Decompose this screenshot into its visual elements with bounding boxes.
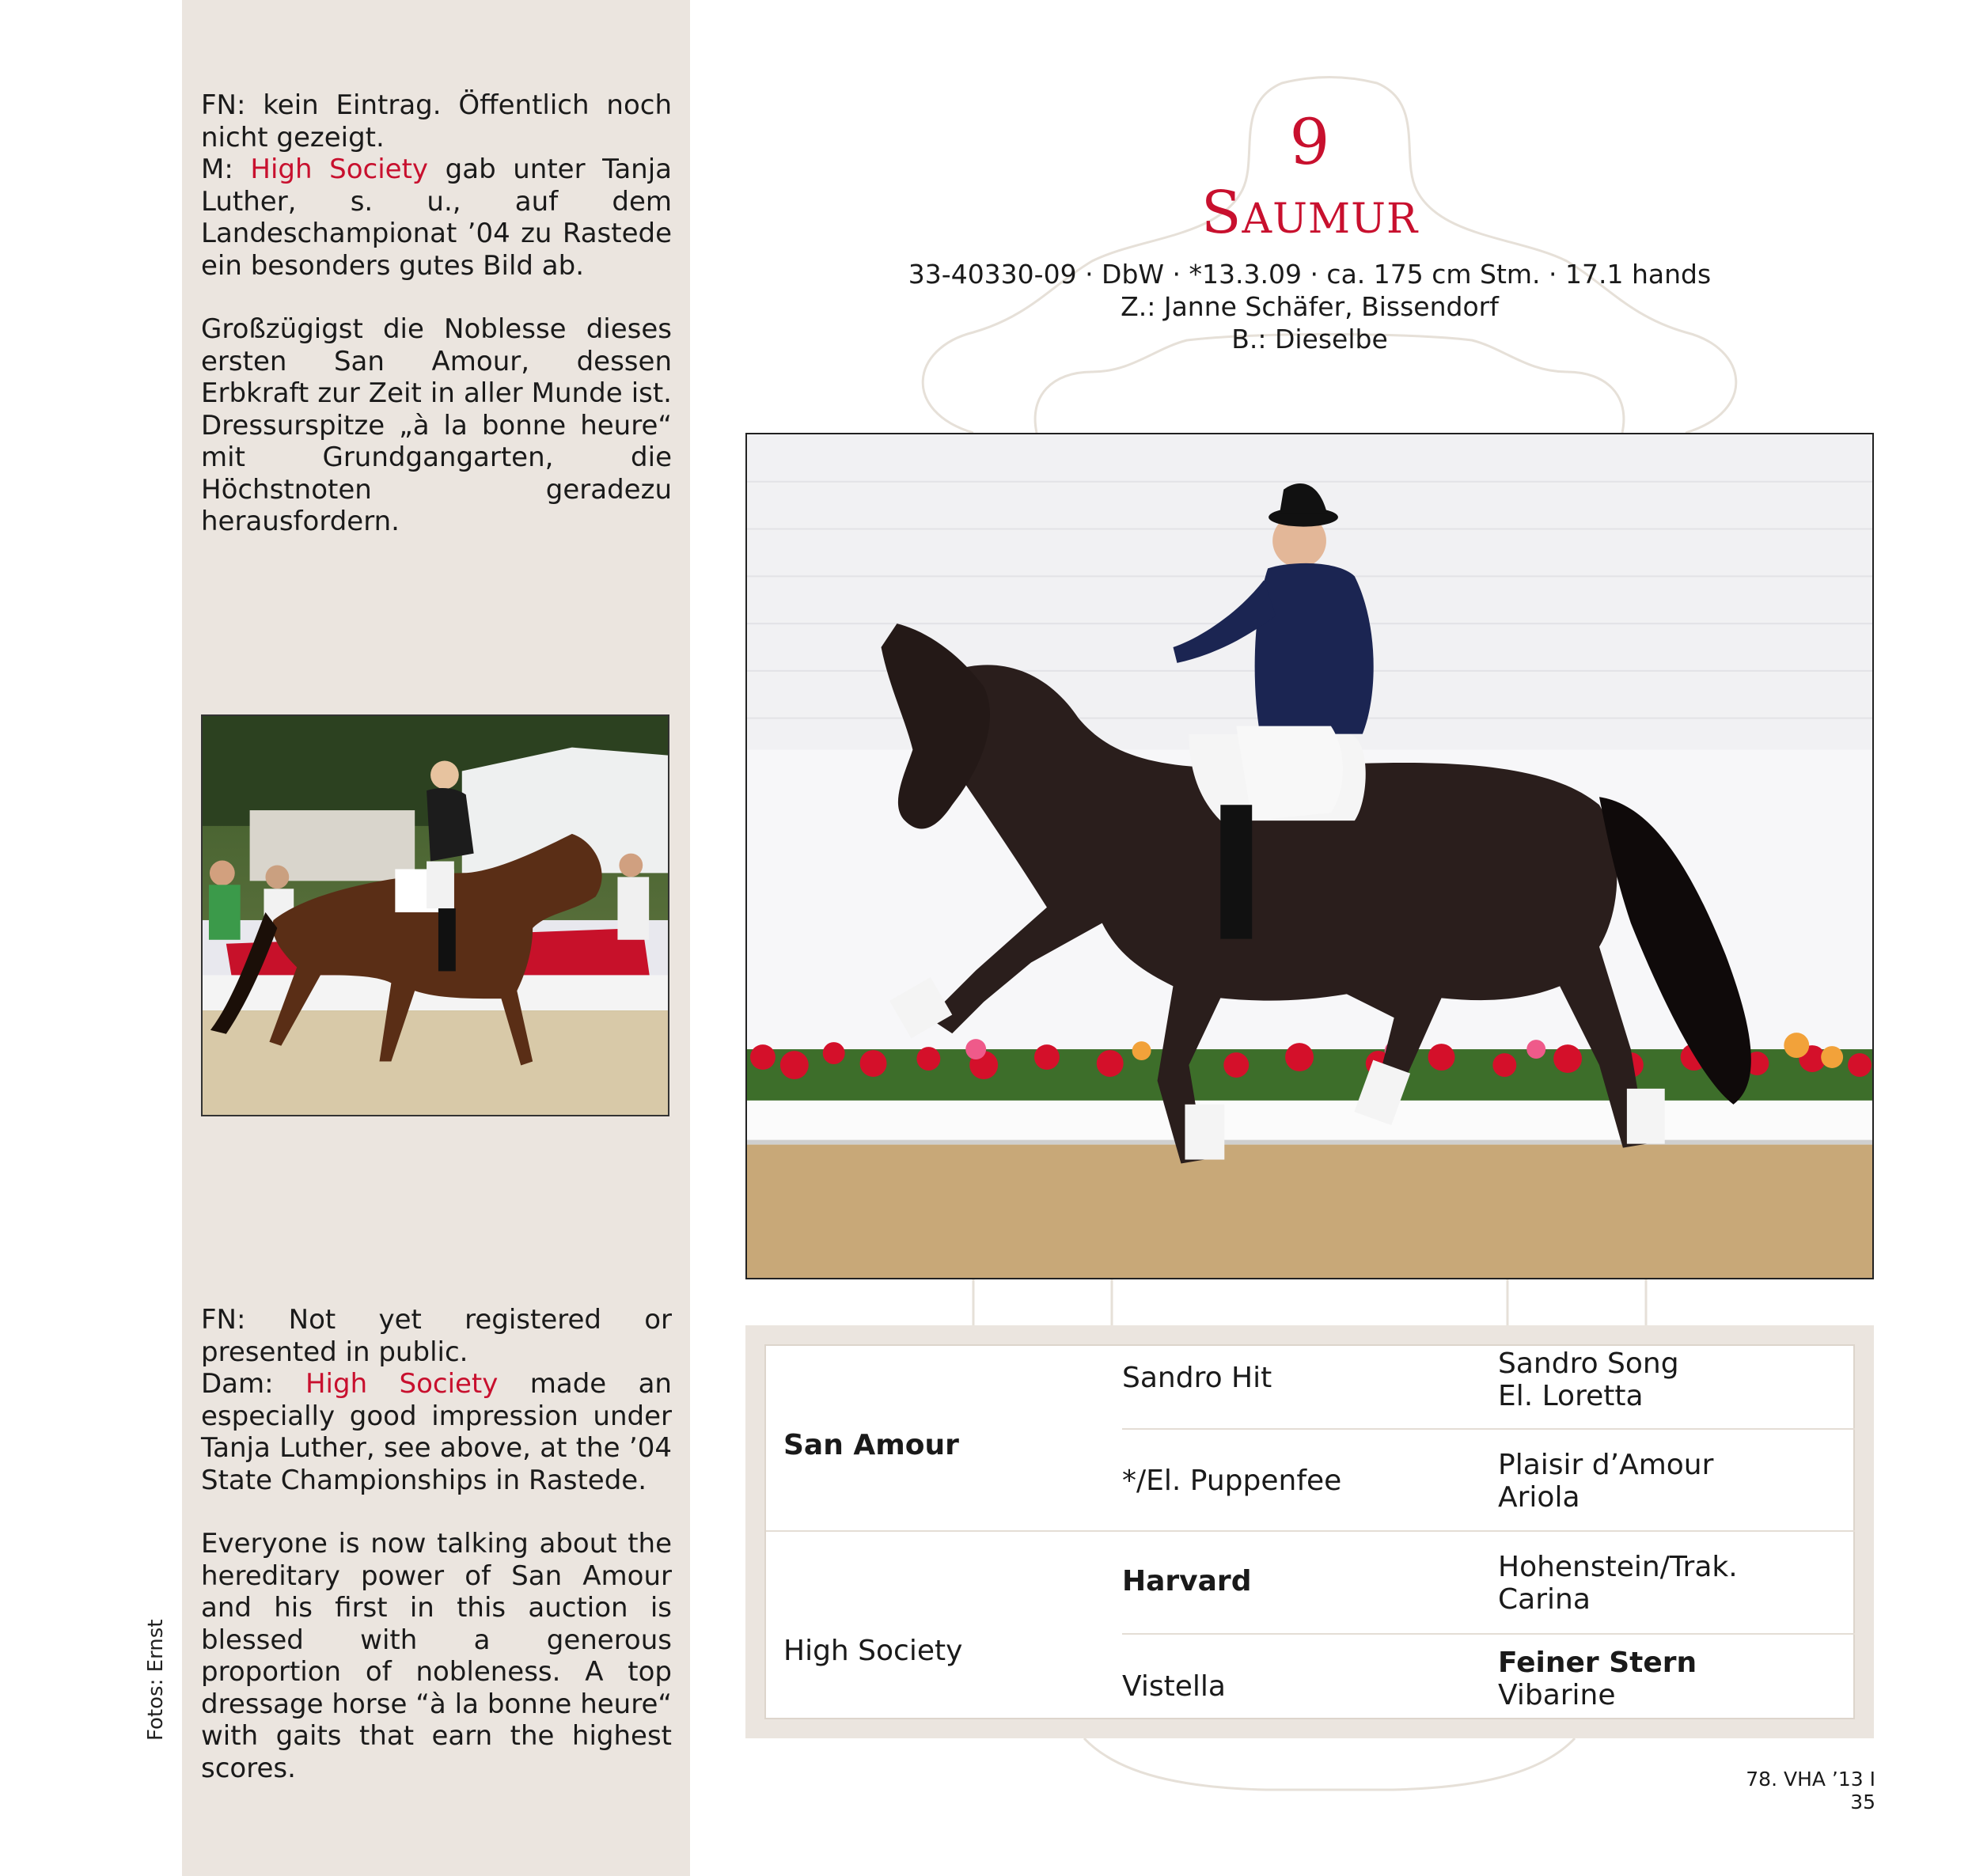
pedigree-dam-dam-dam: Vibarine: [1498, 1679, 1616, 1711]
pedigree-sire-sire-sire: Sandro Song: [1498, 1347, 1679, 1380]
german-dam-prefix: M:: [201, 153, 251, 185]
english-paragraph-1: [201, 1304, 672, 1496]
english-fn-line: FN: Not yet registered or presented in public.: [201, 1304, 672, 1368]
pedigree-panel: [745, 1325, 1874, 1738]
pedigree-sire-sire-dam: El. Loretta: [1498, 1380, 1644, 1412]
pedigree-sire: San Amour: [783, 1429, 959, 1461]
dressage-horse-indoor-photo: [745, 433, 1874, 1279]
german-description: [201, 89, 672, 538]
photo-credit: Fotos: Ernst: [144, 1619, 168, 1741]
pedigree-dam-dam: Vistella: [1122, 1670, 1226, 1703]
pedigree-table: [764, 1344, 1855, 1719]
row-divider: [1122, 1633, 1855, 1635]
horse-name: Saumur: [1200, 179, 1419, 247]
row-divider: [1122, 1428, 1855, 1430]
pedigree-sire-dam-dam: Ariola: [1498, 1481, 1580, 1514]
page-number: 78. VHA ’13 I 35: [1746, 1768, 1875, 1813]
pedigree-dam-sire: Harvard: [1122, 1565, 1252, 1597]
pedigree-sire-dam: */El. Puppenfee: [1122, 1465, 1342, 1497]
breeder: Z.: Janne Schäfer, Bissendorf: [1121, 291, 1499, 322]
german-dam-text: gab unter Tanja Luther, s. u., auf dem Landeschampionat ’04 zu Rastede ein besonders gutes Bild ab.: [201, 153, 672, 282]
german-dam-name: High Society: [250, 153, 429, 185]
english-description: [201, 1304, 672, 1784]
row-divider: [766, 1530, 1855, 1532]
german-paragraph-2: Großzügigst die Noblesse dieses ersten San Amour, dessen Erbkraft zur Zeit in aller Munde ist. Dressurspitze „à la bonne heure“ mit Grundgangarten, die Höchstnoten geradezu herausfordern.: [201, 313, 672, 537]
horse-details: 33-40330-09 · DbW · *13.3.09 · ca. 175 cm Stm. · 17.1 hands: [908, 259, 1712, 290]
pedigree-sire-dam-sire: Plaisir d’Amour: [1498, 1449, 1714, 1481]
dressage-rider-outdoor-photo: [201, 714, 669, 1116]
german-paragraph-1: [201, 89, 672, 282]
pedigree-sire-sire: Sandro Hit: [1122, 1362, 1272, 1394]
pedigree-dam-dam-sire: Feiner Stern: [1498, 1647, 1697, 1679]
english-dam-name: High Society: [305, 1368, 499, 1400]
english-paragraph-2: Everyone is now talking about the hereditary power of San Amour and his first in this auction is blessed with a generous proportion of nobleness. A top dressage horse “à la bonne heure“ with gaits that earn the highest scores.: [201, 1528, 672, 1784]
german-fn-line: FN: kein Eintrag. Öffentlich noch nicht gezeigt.: [201, 89, 672, 153]
owner: B.: Dieselbe: [1231, 324, 1388, 354]
english-dam-prefix: Dam:: [201, 1368, 305, 1400]
english-dam-text: made an especially good impression under Tanja Luther, see above, at the ’04 State Championships in Rastede.: [201, 1368, 672, 1496]
pedigree-dam-sire-sire: Hohenstein/Trak.: [1498, 1551, 1738, 1583]
lot-number: 9: [1289, 105, 1330, 179]
pedigree-dam: High Society: [783, 1635, 963, 1667]
pedigree-dam-sire-dam: Carina: [1498, 1583, 1591, 1616]
